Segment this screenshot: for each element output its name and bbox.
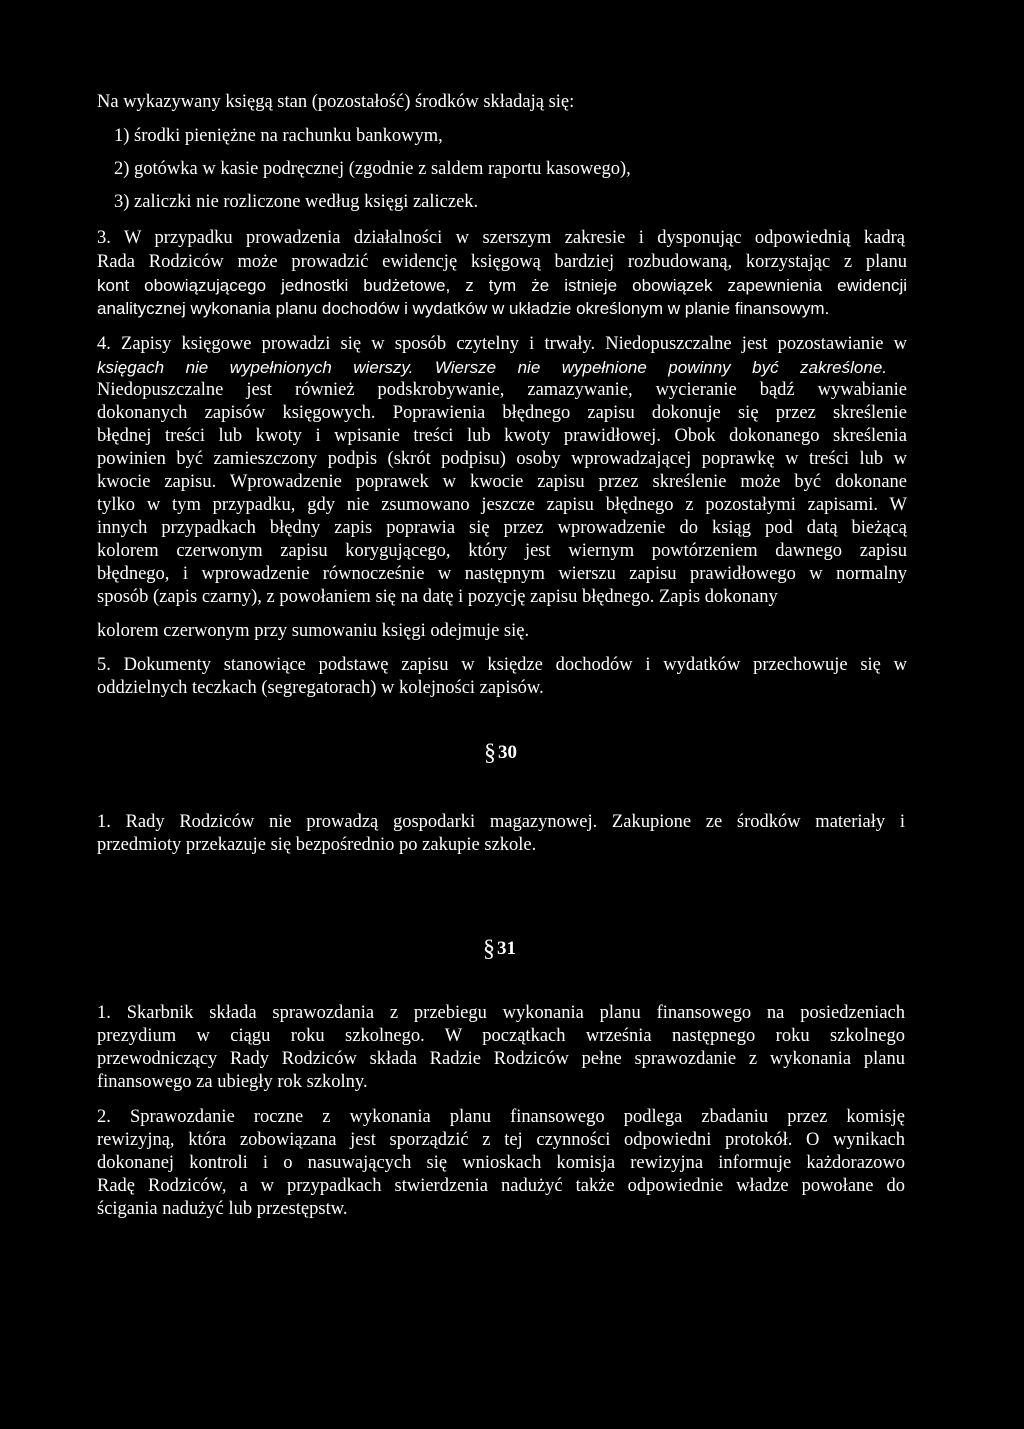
point3-line: Rada Rodziców może prowadzić ewidencję księgową bardziej rozbudowaną, korzystając z planu [97,252,907,272]
section31-p2-line: ścigania nadużyć lub przestępstw. [97,1199,348,1219]
point5-line: oddzielnych teczkach (segregatorach) w kolejności zapisów. [97,678,544,698]
section31-p1-line: finansowego za ubiegły rok szkolny. [97,1072,368,1092]
section31-p2-line: dokonanej kontroli i o nasuwających się wnioskach komisja rewizyjna informuje każdorazowo [97,1153,905,1173]
point4-line: sposób (zapis czarny), z powołaniem się na datę i pozycję zapisu błędnego. Zapis dokonany [97,587,778,607]
point4-line: powinien być zamieszczony podpis (skrót podpisu) osoby wprowadzającej poprawkę w treści lub w [97,449,907,469]
point4-line: Niedopuszczalne jest również podskrobywanie, zamazywanie, wycieranie bądź wywabianie [97,380,907,400]
intro-lead: Na wykazywany księgą stan (pozostałość) środków składają się: [97,92,575,112]
point3-line: analitycznej wykonania planu dochodów i wydatków w układzie określonym w planie finansowym. [97,299,830,318]
point3-line: kont obowiązującego jednostki budżetowe, z tym że istnieje obowiązek zapewnienia ewidencji [97,276,907,295]
section31-p2-line: Radę Rodziców, a w przypadkach stwierdzenia nadużyć także odpowiednie władze powołane do [97,1176,905,1196]
section-31-heading [483,937,516,961]
point4-line: błędnego, i wprowadzenie równocześnie w następnym wierszu zapisu prawidłowego w normalny [97,564,907,584]
section30-line: 1. Rady Rodziców nie prowadzą gospodarki magazynowej. Zakupione ze środków materiały i [97,812,905,832]
section-number: 30 [498,742,517,763]
point4-line: innych przypadkach błędny zapis poprawia się przez wprowadzenie do ksiąg pod datą bieżącą [97,518,907,538]
point4-line: kolorem czerwonym zapisu korygującego, który jest wiernym powtórzeniem dawnego zapisu [97,541,907,561]
section-symbol: § [483,936,495,962]
section31-p2-line: 2. Sprawozdanie roczne z wykonania planu finansowego podlega zbadaniu przez komisję [97,1107,905,1127]
section30-line: przedmioty przekazuje się bezpośrednio po zakupie szkole. [97,835,537,855]
intro-item: 1) środki pieniężne na rachunku bankowym, [114,126,443,146]
point4-line: błędnej treści lub kwoty i wpisanie treści lub kwoty prawidłowej. Obok dokonanego skreślenia [97,426,907,446]
point4-line: kwocie zapisu. Wprowadzenie poprawek w kwocie zapisu przez skreślenie może być dokonane [97,472,907,492]
point4-line: dokonanych zapisów księgowych. Poprawienia błędnego zapisu dokonuje się przez skreślenie [97,403,907,423]
intro-item: 3) zaliczki nie rozliczone według księgi zaliczek. [114,192,479,212]
section31-p1-line: 1. Skarbnik składa sprawozdania z przebiegu wykonania planu finansowego na posiedzeniach [97,1003,905,1023]
point3-line: 3. W przypadku prowadzenia działalności w szerszym zakresie i dysponując odpowiednią kadrą [97,228,905,248]
point4-line: kolorem czerwonym przy sumowaniu księgi odejmuje się. [97,621,530,641]
point5-line: 5. Dokumenty stanowiące podstawę zapisu w księdze dochodów i wydatków przechowuje się w [97,655,907,675]
section31-p1-line: prezydium w ciągu roku szkolnego. W początkach września następnego roku szkolnego [97,1026,905,1046]
section-symbol: § [484,740,496,766]
section-30-heading [484,741,517,765]
point4-line: tylko w tym przypadku, gdy nie zsumowano jeszcze zapisu błędnego z pozostałymi zapisami. W [97,495,907,515]
section-number: 31 [497,938,516,959]
point4-line: księgach nie wypełnionych wierszy. Wiersze nie wypełnione powinny być zakreślone. [97,358,887,377]
section31-p1-line: przewodniczący Rady Rodziców składa Radzie Rodziców pełne sprawozdanie z wykonania planu [97,1049,905,1069]
section31-p2-line: rewizyjną, która zobowiązana jest sporządzić z tej czynności odpowiedni protokół. O wynikach [97,1130,905,1150]
intro-item: 2) gotówka w kasie podręcznej (zgodnie z saldem raportu kasowego), [114,159,631,179]
point4-line: 4. Zapisy księgowe prowadzi się w sposób czytelny i trwały. Niedopuszczalne jest pozostawianie w [97,334,907,354]
